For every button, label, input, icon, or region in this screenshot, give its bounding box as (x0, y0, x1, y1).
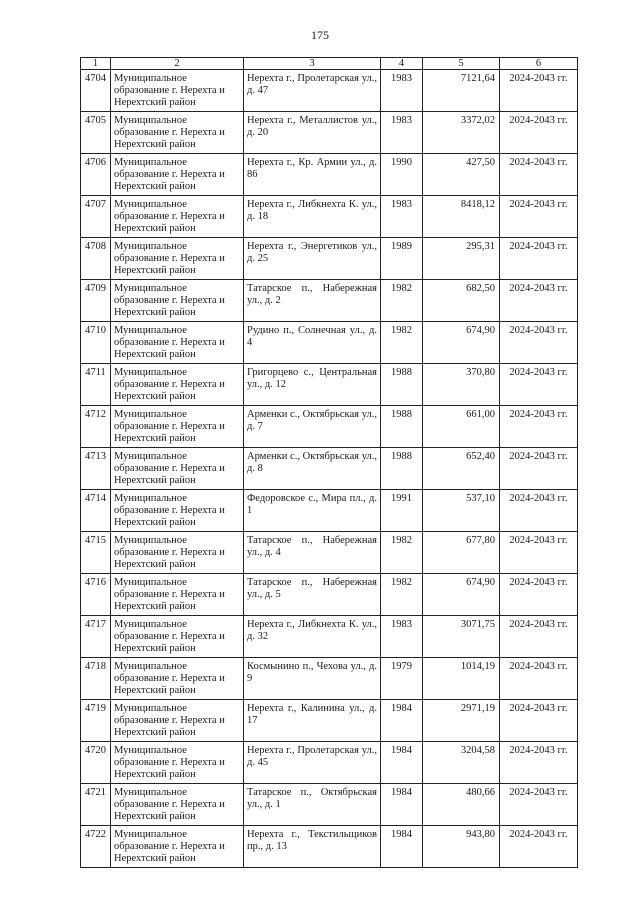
year-cell: 1982 (381, 532, 423, 574)
row-number: 4721 (81, 784, 111, 826)
address-cell: Татарское п., Октябрьская ул., д. 1 (244, 784, 381, 826)
area-cell: 2971,19 (423, 700, 500, 742)
row-number: 4719 (81, 700, 111, 742)
column-header: 1 (81, 58, 111, 70)
area-cell: 3372,02 (423, 112, 500, 154)
table-row (81, 406, 578, 448)
page-number: 175 (311, 28, 329, 42)
area-cell: 652,40 (423, 448, 500, 490)
area-cell: 661,00 (423, 406, 500, 448)
area-cell: 370,80 (423, 364, 500, 406)
owner-cell: Муниципальное образование г. Нерехта и Нерехтский район (111, 112, 244, 154)
row-number: 4716 (81, 574, 111, 616)
area-cell: 427,50 (423, 154, 500, 196)
address-cell: Нерехта г., Пролетарская ул., д. 47 (244, 70, 381, 112)
period-cell: 2024-2043 гг. (500, 826, 578, 868)
column-header: 2 (111, 58, 244, 70)
year-cell: 1983 (381, 616, 423, 658)
area-cell: 537,10 (423, 490, 500, 532)
year-cell: 1983 (381, 196, 423, 238)
area-cell: 677,80 (423, 532, 500, 574)
table-row (81, 364, 578, 406)
owner-cell: Муниципальное образование г. Нерехта и Нерехтский район (111, 70, 244, 112)
table-row (81, 70, 578, 112)
row-number: 4706 (81, 154, 111, 196)
address-cell: Нерехта г., Либкнехта К. ул., д. 32 (244, 616, 381, 658)
period-cell: 2024-2043 гг. (500, 658, 578, 700)
row-number: 4720 (81, 742, 111, 784)
owner-cell: Муниципальное образование г. Нерехта и Нерехтский район (111, 700, 244, 742)
address-cell: Нерехта г., Энергетиков ул., д. 25 (244, 238, 381, 280)
year-cell: 1984 (381, 784, 423, 826)
table-row (81, 112, 578, 154)
address-cell: Татарское п., Набережная ул., д. 4 (244, 532, 381, 574)
table-row (81, 238, 578, 280)
address-cell: Нерехта г., Либкнехта К. ул., д. 18 (244, 196, 381, 238)
column-header: 4 (381, 58, 423, 70)
owner-cell: Муниципальное образование г. Нерехта и Нерехтский район (111, 490, 244, 532)
owner-cell: Муниципальное образование г. Нерехта и Нерехтский район (111, 406, 244, 448)
owner-cell: Муниципальное образование г. Нерехта и Нерехтский район (111, 238, 244, 280)
address-cell: Нерехта г., Металлистов ул., д. 20 (244, 112, 381, 154)
address-cell: Нерехта г., Текстильщиков пр., д. 13 (244, 826, 381, 868)
table-row (81, 826, 578, 868)
row-number: 4704 (81, 70, 111, 112)
owner-cell: Муниципальное образование г. Нерехта и Нерехтский район (111, 616, 244, 658)
row-number: 4712 (81, 406, 111, 448)
period-cell: 2024-2043 гг. (500, 364, 578, 406)
column-header: 5 (423, 58, 500, 70)
owner-cell: Муниципальное образование г. Нерехта и Нерехтский район (111, 658, 244, 700)
row-number: 4705 (81, 112, 111, 154)
owner-cell: Муниципальное образование г. Нерехта и Нерехтский район (111, 364, 244, 406)
year-cell: 1989 (381, 238, 423, 280)
address-cell: Татарское п., Набережная ул., д. 2 (244, 280, 381, 322)
address-cell: Федоровское с., Мира пл., д. 1 (244, 490, 381, 532)
row-number: 4708 (81, 238, 111, 280)
year-cell: 1988 (381, 448, 423, 490)
year-cell: 1984 (381, 826, 423, 868)
table-row (81, 448, 578, 490)
area-cell: 7121,64 (423, 70, 500, 112)
owner-cell: Муниципальное образование г. Нерехта и Нерехтский район (111, 196, 244, 238)
year-cell: 1983 (381, 112, 423, 154)
owner-cell: Муниципальное образование г. Нерехта и Нерехтский район (111, 280, 244, 322)
year-cell: 1979 (381, 658, 423, 700)
table-row (81, 154, 578, 196)
row-number: 4715 (81, 532, 111, 574)
year-cell: 1984 (381, 700, 423, 742)
area-cell: 943,80 (423, 826, 500, 868)
row-number: 4709 (81, 280, 111, 322)
owner-cell: Муниципальное образование г. Нерехта и Нерехтский район (111, 826, 244, 868)
column-number-row (81, 58, 578, 70)
address-cell: Нерехта г., Кр. Армии ул., д. 86 (244, 154, 381, 196)
table-row (81, 280, 578, 322)
owner-cell: Муниципальное образование г. Нерехта и Нерехтский район (111, 448, 244, 490)
address-cell: Нерехта г., Калинина ул., д. 17 (244, 700, 381, 742)
row-number: 4722 (81, 826, 111, 868)
year-cell: 1988 (381, 406, 423, 448)
table-row (81, 574, 578, 616)
table-row (81, 532, 578, 574)
row-number: 4717 (81, 616, 111, 658)
address-cell: Нерехта г., Пролетарская ул., д. 45 (244, 742, 381, 784)
year-cell: 1982 (381, 574, 423, 616)
year-cell: 1984 (381, 742, 423, 784)
owner-cell: Муниципальное образование г. Нерехта и Нерехтский район (111, 574, 244, 616)
period-cell: 2024-2043 гг. (500, 238, 578, 280)
column-header: 3 (244, 58, 381, 70)
row-number: 4714 (81, 490, 111, 532)
period-cell: 2024-2043 гг. (500, 154, 578, 196)
period-cell: 2024-2043 гг. (500, 406, 578, 448)
area-cell: 674,90 (423, 322, 500, 364)
owner-cell: Муниципальное образование г. Нерехта и Нерехтский район (111, 532, 244, 574)
address-cell: Григорцево с., Центральная ул., д. 12 (244, 364, 381, 406)
owner-cell: Муниципальное образование г. Нерехта и Нерехтский район (111, 154, 244, 196)
owner-cell: Муниципальное образование г. Нерехта и Нерехтский район (111, 742, 244, 784)
housing-registry-table (80, 57, 578, 868)
table-row (81, 784, 578, 826)
address-cell: Рудино п., Солнечная ул., д. 4 (244, 322, 381, 364)
area-cell: 480,66 (423, 784, 500, 826)
table-row (81, 322, 578, 364)
address-cell: Арменки с., Октябрьская ул., д. 8 (244, 448, 381, 490)
year-cell: 1982 (381, 280, 423, 322)
period-cell: 2024-2043 гг. (500, 70, 578, 112)
address-cell: Татарское п., Набережная ул., д. 5 (244, 574, 381, 616)
table-row (81, 616, 578, 658)
period-cell: 2024-2043 гг. (500, 448, 578, 490)
area-cell: 3071,75 (423, 616, 500, 658)
period-cell: 2024-2043 гг. (500, 490, 578, 532)
table-body (81, 70, 578, 868)
year-cell: 1988 (381, 364, 423, 406)
year-cell: 1991 (381, 490, 423, 532)
period-cell: 2024-2043 гг. (500, 322, 578, 364)
address-cell: Космынино п., Чехова ул., д. 9 (244, 658, 381, 700)
column-header: 6 (500, 58, 578, 70)
table-row (81, 742, 578, 784)
table-row (81, 196, 578, 238)
period-cell: 2024-2043 гг. (500, 616, 578, 658)
address-cell: Арменки с., Октябрьская ул., д. 7 (244, 406, 381, 448)
period-cell: 2024-2043 гг. (500, 574, 578, 616)
table-row (81, 700, 578, 742)
row-number: 4713 (81, 448, 111, 490)
area-cell: 1014,19 (423, 658, 500, 700)
period-cell: 2024-2043 гг. (500, 742, 578, 784)
period-cell: 2024-2043 гг. (500, 532, 578, 574)
year-cell: 1983 (381, 70, 423, 112)
row-number: 4707 (81, 196, 111, 238)
row-number: 4718 (81, 658, 111, 700)
period-cell: 2024-2043 гг. (500, 700, 578, 742)
period-cell: 2024-2043 гг. (500, 196, 578, 238)
area-cell: 295,31 (423, 238, 500, 280)
row-number: 4711 (81, 364, 111, 406)
owner-cell: Муниципальное образование г. Нерехта и Нерехтский район (111, 322, 244, 364)
area-cell: 674,90 (423, 574, 500, 616)
period-cell: 2024-2043 гг. (500, 112, 578, 154)
table-row (81, 658, 578, 700)
row-number: 4710 (81, 322, 111, 364)
area-cell: 8418,12 (423, 196, 500, 238)
period-cell: 2024-2043 гг. (500, 784, 578, 826)
area-cell: 3204,58 (423, 742, 500, 784)
area-cell: 682,50 (423, 280, 500, 322)
year-cell: 1990 (381, 154, 423, 196)
owner-cell: Муниципальное образование г. Нерехта и Нерехтский район (111, 784, 244, 826)
period-cell: 2024-2043 гг. (500, 280, 578, 322)
year-cell: 1982 (381, 322, 423, 364)
table-row (81, 490, 578, 532)
